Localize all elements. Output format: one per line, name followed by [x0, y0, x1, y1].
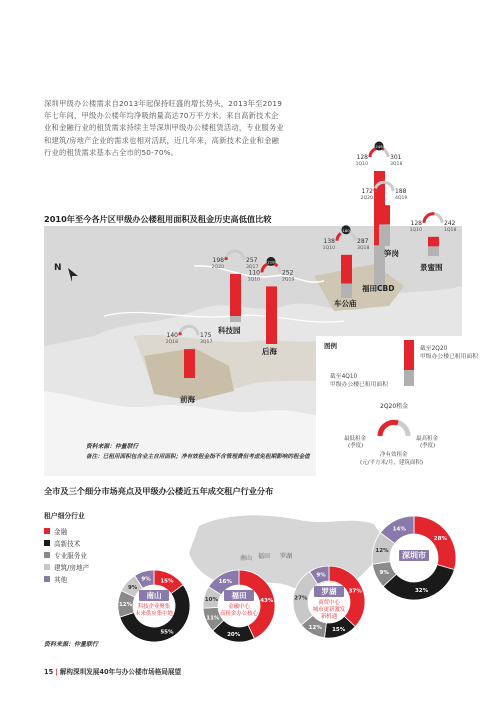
- donut-luohu-label-0: 37%: [348, 588, 362, 595]
- map-label-luohu: 罗湖: [280, 553, 293, 560]
- rent-high-0: 301: [390, 154, 402, 161]
- district-label-6: 前海: [180, 395, 195, 404]
- industry-legend: [44, 527, 90, 584]
- industry-donut-charts: [44, 498, 462, 650]
- rent-high-q-0: 3Q18: [390, 162, 403, 167]
- legend-low-2: (季度): [348, 443, 364, 449]
- donut-shenzhen-label-0: 28%: [433, 536, 447, 543]
- donut-futian-title: 福田: [231, 591, 247, 600]
- bar-4q10-4: [230, 316, 241, 322]
- bar-4q10-3: [341, 284, 352, 298]
- donut-futian-desc2: 高租金办公核心: [220, 611, 258, 617]
- legend-swatch-3: [44, 564, 50, 570]
- donut-shenzhen-label-3: 12%: [375, 547, 389, 554]
- legend-high-2: (季度): [420, 443, 436, 449]
- legend-swatch-4: [44, 576, 50, 582]
- section1-source: 资料来源：仲量联行: [86, 444, 139, 450]
- rent-high-6: 175: [200, 332, 212, 340]
- footer-text: 解构深圳发展40年与办公楼市场格局展望: [59, 668, 182, 676]
- donut-luohu-desc2: 城市更新激发: [312, 607, 346, 613]
- legend-title: 图例: [324, 342, 337, 350]
- gauge-current-0: 246: [375, 144, 383, 149]
- district-label-3: 车公庙: [334, 299, 357, 308]
- donut-shenzhen-label-2: 9%: [379, 570, 389, 577]
- donut-futian-label-3: 10%: [204, 596, 218, 603]
- donut-shenzhen-label-1: 32%: [414, 588, 429, 595]
- rent-high-q-1: 4Q19: [395, 196, 408, 202]
- rent-high-q-4: 3Q17: [246, 265, 259, 270]
- legend-high-1: 最高租金: [416, 436, 439, 442]
- rent-low-5: 110: [248, 269, 260, 277]
- rent-high-q-3: 3Q18: [357, 245, 370, 251]
- rent-low-2: 128: [410, 219, 422, 227]
- donut-nanshan-title: 南山: [146, 591, 162, 600]
- donut-nanshan-label-4: 9%: [141, 576, 151, 583]
- legend-box: [316, 336, 478, 476]
- district-label-1: 笋岗: [384, 249, 399, 258]
- section2-title: 全市及三个细分市场亮点及甲级办公楼近五年成交租户行业分布: [44, 486, 274, 496]
- gauge-fill-2: [424, 214, 434, 223]
- rent-low-6: 140: [166, 332, 178, 340]
- rent-low-q-2: 1Q10: [409, 227, 422, 233]
- section1-note: 备注：已租用面积包含业主自用面积；净有效租金指不含管理费但考虑免租期影响的租金值: [86, 454, 310, 460]
- rent-high-4: 257: [246, 257, 258, 264]
- legend-rent-title: 2Q20租金: [380, 403, 409, 410]
- donut-luohu-desc3: 新机遇: [320, 614, 338, 620]
- legend-swatch-2: [44, 552, 50, 558]
- donut-futian-desc1: 金融中心: [228, 604, 250, 610]
- donut-nanshan-label-2: 12%: [118, 602, 133, 609]
- donut-luohu-title: 罗湖: [321, 587, 337, 596]
- donut-luohu-desc1: 商贸中心: [318, 600, 340, 606]
- donut-luohu-label-2: 12%: [308, 624, 322, 631]
- donut-futian-label-4: 16%: [218, 579, 232, 586]
- donut-nanshan-label-1: 55%: [160, 629, 174, 636]
- legend-item-1: 高新技术: [54, 540, 81, 548]
- rent-low-4: 198: [212, 257, 224, 264]
- legend-unit-1: 净有效租金: [380, 452, 408, 458]
- rent-low-q-3: 1Q10: [322, 245, 335, 251]
- rent-low-1: 172: [361, 188, 373, 196]
- donut-luohu-label-3: 27%: [294, 595, 308, 602]
- industry-legend-title: 租户细分行业: [44, 512, 85, 520]
- map-label-futian: 福田: [258, 553, 271, 560]
- bar-2q20-1: [379, 205, 390, 224]
- footer-separator: |: [55, 668, 58, 676]
- legend-bar-red: [404, 340, 414, 370]
- section2-source: 资料来源：仲量联行: [44, 641, 99, 648]
- legend-swatch-0: [44, 528, 50, 534]
- rent-low-3: 138: [323, 237, 335, 245]
- legend-item-2: 专业服务业: [54, 552, 87, 560]
- legend-swatch-1: [44, 540, 50, 546]
- district-label-4: 科技园: [218, 326, 241, 335]
- rent-high-2: 242: [444, 219, 456, 227]
- rent-high-3: 287: [357, 237, 369, 245]
- bar-2q20-2: [428, 237, 439, 247]
- donut-luohu-label-1: 15%: [332, 626, 346, 633]
- legend-bar-grey: [404, 370, 414, 386]
- district-label-5: 后海: [262, 347, 277, 356]
- intro-paragraph: 深圳甲级办公楼需求自2013年起保持旺盛的增长势头，2013年至2019年七年间，甲级办公楼年均净吸纳量高达70万平方米。来自高新技术企业和金融行业的租赁需求持续主导深圳甲级办公楼租赁活动，专业服务业和建筑/房地产企业的需求也相对活跃，近几年来，高新技术企业和金融行业的租赁需求基本占全市的50-70%。: [44, 99, 284, 157]
- rent-high-1: 188: [395, 188, 407, 196]
- rent-low-q-5: 1Q10: [247, 277, 260, 283]
- map-label-nanshan: 南山: [240, 555, 253, 562]
- rent-low-q-0: 1Q10: [355, 162, 368, 167]
- legend-bottom-2: 甲级办公楼已租用面积: [330, 382, 388, 388]
- bar-2q20-6: [184, 349, 195, 378]
- rent-high-q-2: 1Q18: [444, 227, 457, 233]
- donut-futian-label-2: 11%: [206, 615, 220, 622]
- page-footer: [44, 666, 181, 676]
- legend-top-2: 甲级办公楼已租用面积: [420, 354, 478, 360]
- donut-shenzhen-label-4: 14%: [392, 526, 406, 533]
- donut-nanshan-label-3: 9%: [127, 585, 138, 592]
- gauge-current-5: 218: [267, 259, 275, 265]
- bar-2q20-3: [341, 255, 352, 284]
- rent-high-q-6: 3Q17: [200, 340, 213, 346]
- bar-4q10-2: [428, 246, 439, 256]
- rent-low-0: 128: [356, 154, 368, 161]
- north-label: N: [54, 263, 62, 273]
- legend-bottom-1: 截至4Q10: [330, 374, 358, 380]
- donut-futian-label-0: 43%: [260, 597, 274, 604]
- donut-nanshan-desc1: 科技企业聚集: [137, 604, 171, 610]
- district-label-2: 景蜜围: [420, 263, 443, 272]
- legend-item-3: 建筑/房地产: [54, 564, 90, 572]
- rent-high-5: 252: [282, 269, 294, 277]
- legend-item-0: 金融: [54, 528, 68, 536]
- legend-low-1: 最低租金: [344, 436, 367, 442]
- donut-nanshan-label-0: 15%: [160, 578, 174, 585]
- legend-top-1: 截至2Q20: [420, 346, 448, 352]
- bar-2q20-5: [266, 286, 277, 344]
- legend-item-4: 其他: [54, 576, 68, 584]
- district-label-0: 福田CBD: [362, 284, 395, 293]
- bar-4q10-1: [379, 224, 390, 246]
- donut-shenzhen-title: 深圳市: [402, 551, 426, 560]
- rent-high-q-5: 2Q19: [282, 277, 295, 283]
- rent-low-q-1: 2Q20: [360, 196, 373, 202]
- rent-low-q-4: 2Q20: [211, 265, 224, 270]
- section1-title: 2010年至今各片区甲级办公楼租用面积及租金历史高低值比较: [44, 214, 272, 224]
- donut-luohu-label-4: 9%: [316, 572, 326, 579]
- gauge-current-3: 180: [342, 227, 350, 233]
- page-number: 15: [44, 668, 54, 676]
- donut-futian-label-1: 20%: [227, 631, 241, 638]
- donut-nanshan-desc2: 未来供应集中地: [135, 611, 173, 617]
- legend-unit-2: (元/平方米/月，建筑面积): [360, 460, 423, 466]
- rent-low-q-6: 2Q18: [165, 340, 178, 346]
- bar-2q20-4: [230, 274, 241, 316]
